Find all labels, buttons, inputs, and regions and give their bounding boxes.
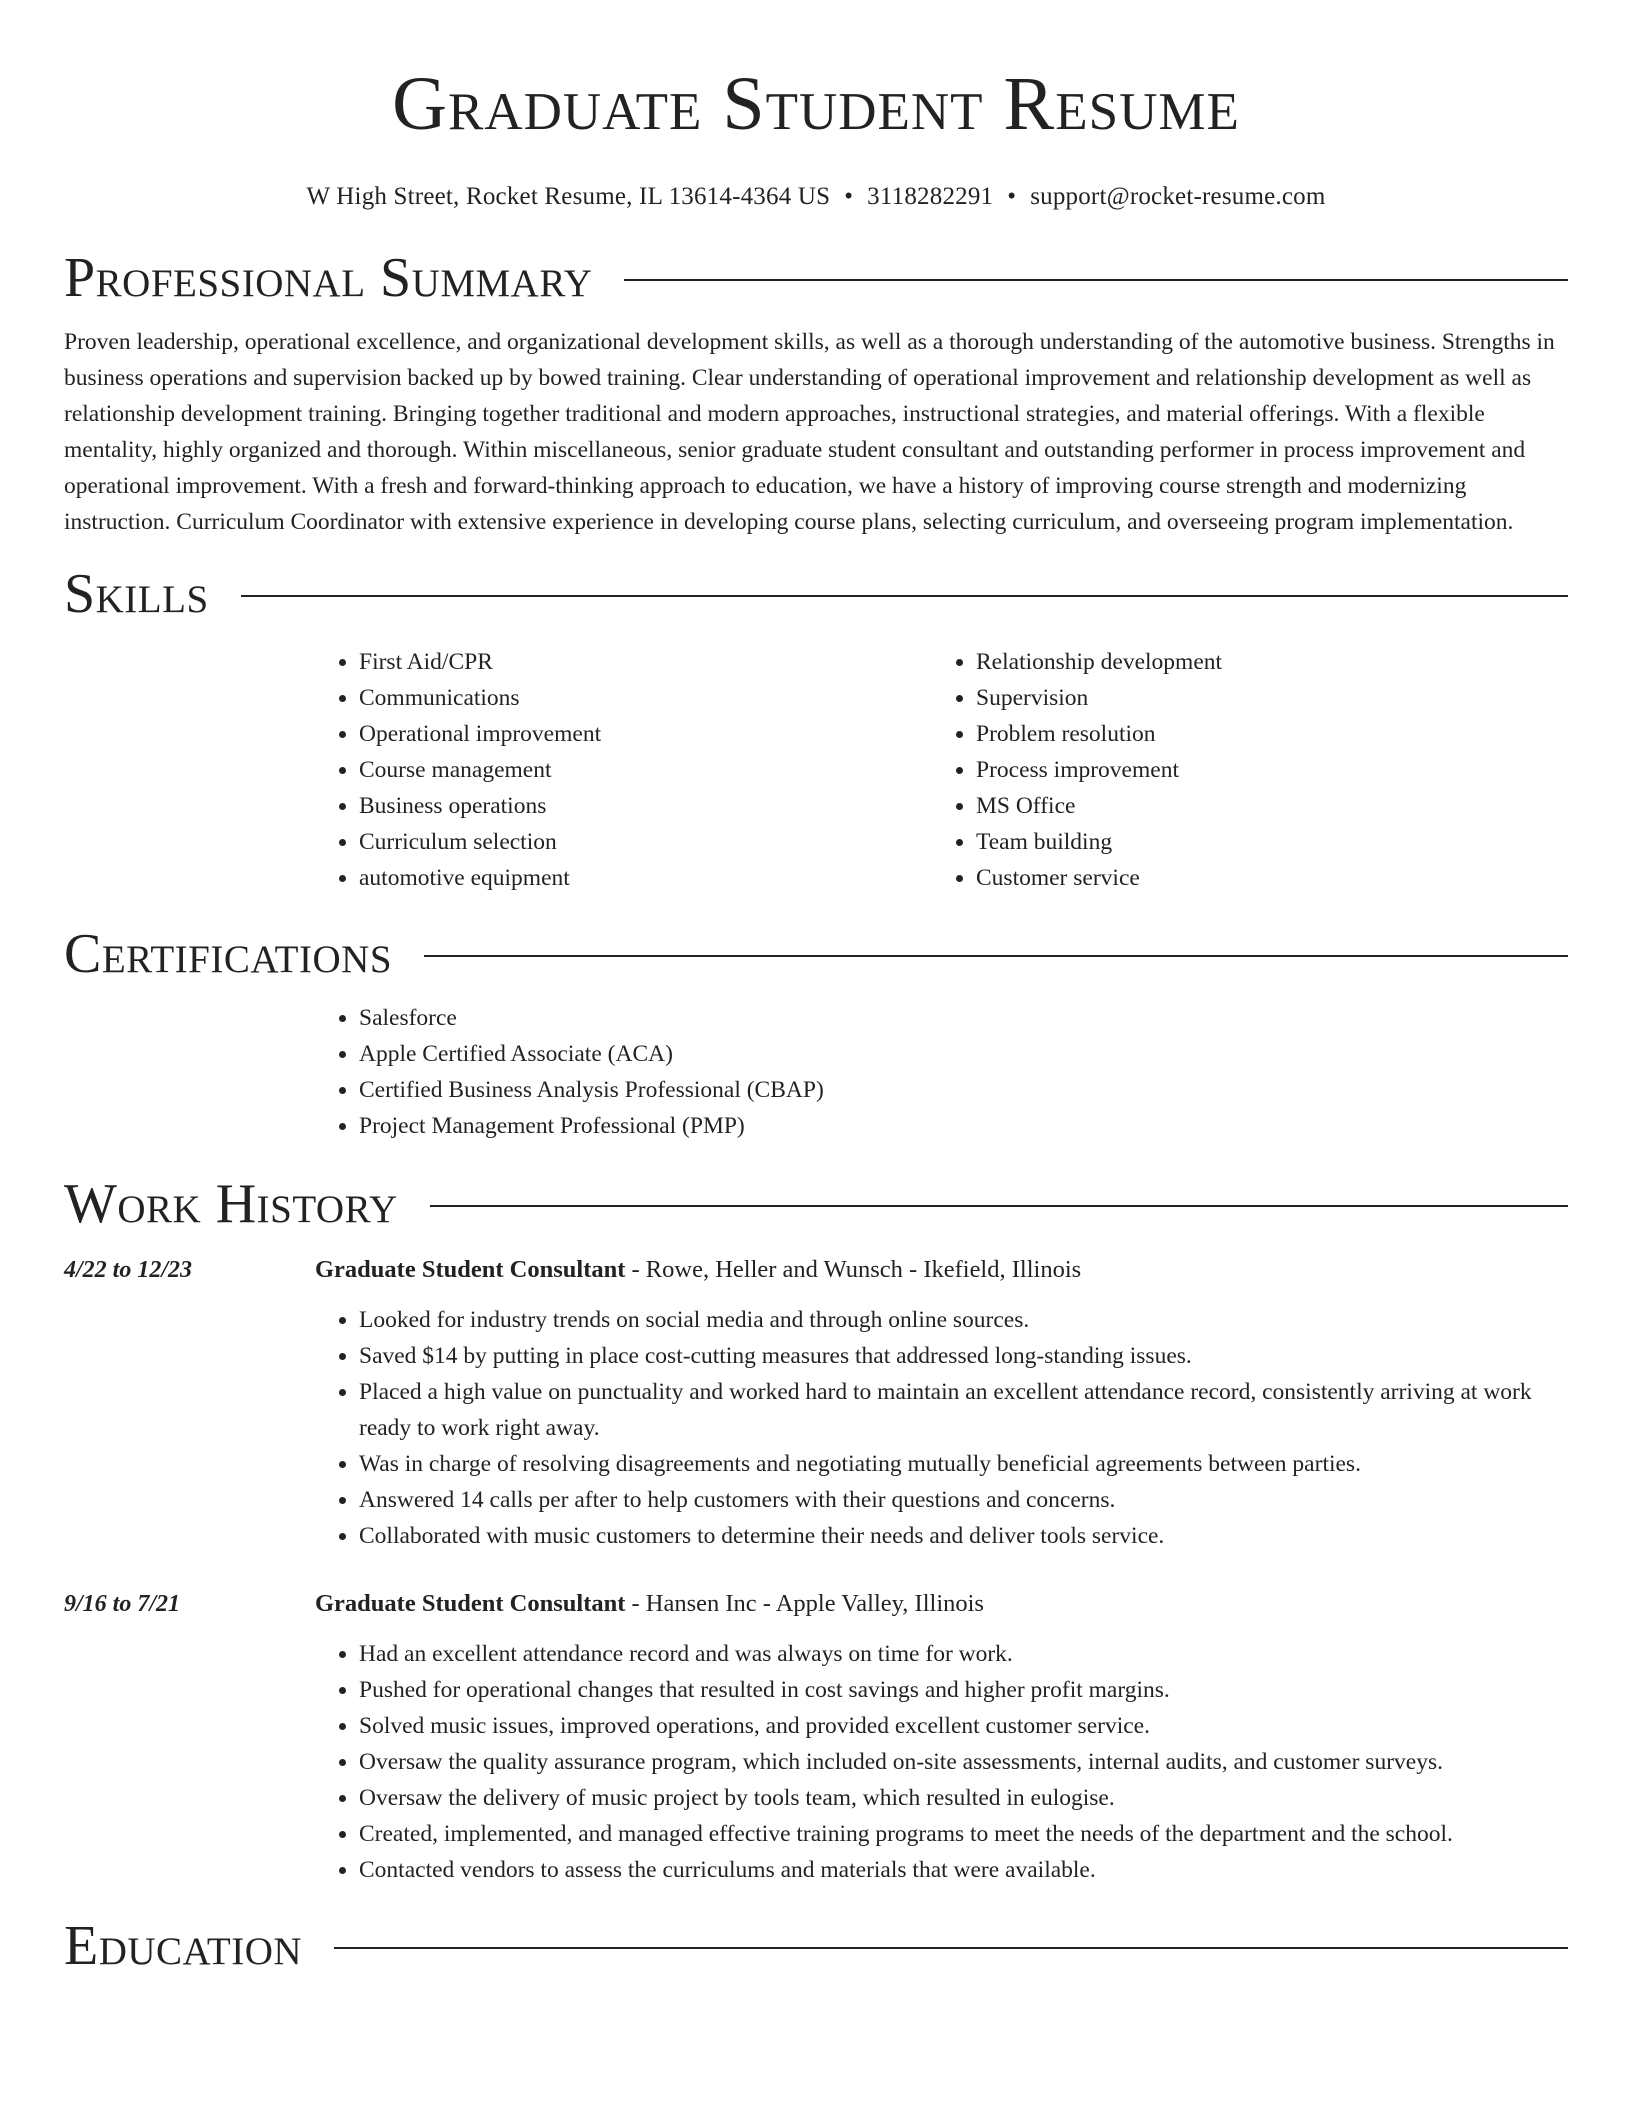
job-bullet: • Collaborated with music customers to determine their needs and deliver tools service.: [359, 1518, 1568, 1554]
job-bullet: • Oversaw the delivery of music project by tools team, which resulted in eulogise.: [359, 1780, 1568, 1816]
skill-item: • Process improvement: [976, 752, 1549, 788]
contact-separator: •: [844, 183, 854, 210]
job-bullet: • Saved $14 by putting in place cost-cutting measures that addressed long-standing issues.: [359, 1338, 1568, 1374]
contact-line: [64, 182, 1568, 212]
job-bullet: • Had an excellent attendance record and was always on time for work.: [359, 1636, 1568, 1672]
job-bullets: [315, 1302, 1568, 1554]
certification-item: • Certified Business Analysis Professional (CBAP): [359, 1072, 1568, 1108]
job-dates: 4/22 to 12/23: [64, 1257, 193, 1283]
job-bullet: • Solved music issues, improved operations, and provided excellent customer service.: [359, 1708, 1568, 1744]
certifications-list: [315, 1000, 1568, 1144]
education-section-header: [64, 1914, 1568, 1978]
skill-item: • Business operations: [359, 788, 932, 824]
certifications-heading: Certifications: [64, 923, 393, 985]
job-header: [64, 1586, 1568, 1622]
job-role: Graduate Student Consultant: [315, 1256, 626, 1283]
resume-title: Graduate Student Resume: [392, 62, 1240, 146]
job-bullet: • Contacted vendors to assess the curriculums and materials that were available.: [359, 1852, 1568, 1888]
section-divider: [334, 1947, 1568, 1949]
contact-address: W High Street, Rocket Resume, IL 13614-4364 US: [306, 183, 831, 210]
skill-item: • Problem resolution: [976, 716, 1549, 752]
skill-item: • MS Office: [976, 788, 1549, 824]
resume-page: [64, 0, 1568, 1978]
skill-item: • Supervision: [976, 680, 1549, 716]
job-bullet: • Answered 14 calls per after to help customers with their questions and concerns.: [359, 1482, 1568, 1518]
education-heading: Education: [64, 1915, 303, 1977]
job-bullet: • Oversaw the quality assurance program, which included on-site assessments, internal audits, and customer surveys.: [359, 1744, 1568, 1780]
contact-phone: 3118282291: [867, 183, 994, 210]
job-bullet: • Pushed for operational changes that resulted in cost savings and higher profit margins.: [359, 1672, 1568, 1708]
section-divider: [424, 955, 1568, 957]
skills-list-right: [932, 644, 1549, 896]
section-divider: [241, 595, 1568, 597]
certification-item: • Project Management Professional (PMP): [359, 1108, 1568, 1144]
certification-item: • Salesforce: [359, 1000, 1568, 1036]
job-employer: - Rowe, Heller and Wunsch - Ikefield, Illinois: [625, 1256, 1082, 1283]
certifications-section-header: [64, 922, 1568, 986]
contact-email: support@rocket-resume.com: [1030, 183, 1326, 210]
job-title: [315, 1252, 1081, 1288]
skill-item: • Operational improvement: [359, 716, 932, 752]
job-bullet: • Was in charge of resolving disagreements and negotiating mutually beneficial agreements between parties.: [359, 1446, 1568, 1482]
job-title: [315, 1586, 984, 1622]
skill-item: • First Aid/CPR: [359, 644, 932, 680]
skill-item: • Customer service: [976, 860, 1549, 896]
job-bullet: • Looked for industry trends on social media and through online sources.: [359, 1302, 1568, 1338]
job-bullets: [315, 1636, 1568, 1888]
skills-columns: [315, 644, 1568, 896]
work-section-header: [64, 1172, 1568, 1236]
job-header: [64, 1252, 1568, 1288]
job-employer: - Hansen Inc - Apple Valley, Illinois: [625, 1590, 984, 1617]
job-entry: [64, 1252, 1568, 1554]
skill-item: • Communications: [359, 680, 932, 716]
job-bullet: • Placed a high value on punctuality and worked hard to maintain an excellent attendance record, consistently arriving at work ready to work right away.: [359, 1374, 1568, 1446]
skill-item: • Curriculum selection: [359, 824, 932, 860]
work-heading: Work History: [64, 1173, 398, 1235]
skills-heading: Skills: [64, 563, 209, 625]
job-role: Graduate Student Consultant: [315, 1590, 626, 1617]
job-entry: [64, 1586, 1568, 1888]
job-dates: 9/16 to 7/21: [64, 1591, 181, 1617]
summary-section-header: [64, 246, 1568, 310]
certification-item: • Apple Certified Associate (ACA): [359, 1036, 1568, 1072]
contact-separator: •: [1007, 183, 1017, 210]
skills-list-left: [315, 644, 932, 896]
summary-text: Proven leadership, operational excellence, and organizational development skills, as well as a thorough understanding of the automotive business. Strengths in business operations and supervision backed up by bowed training. Clear understanding of operational improvement and relationship development as well as relationship development training. Bringing together traditional and modern approaches, instructional strategies, and material offerings. With a flexible mentality, highly organized and thorough. Within miscellaneous, senior graduate student consultant and outstanding performer in process improvement and operational improvement. With a fresh and forward-thinking approach to education, we have a history of improving course strength and modernizing instruction. Curriculum Coordinator with extensive experience in developing course plans, selecting curriculum, and overseeing program implementation.: [64, 329, 1555, 535]
skill-item: • Relationship development: [976, 644, 1549, 680]
skill-item: • automotive equipment: [359, 860, 932, 896]
skills-section-header: [64, 562, 1568, 626]
skill-item: • Course management: [359, 752, 932, 788]
job-bullet: • Created, implemented, and managed effective training programs to meet the needs of the department and the school.: [359, 1816, 1568, 1852]
section-divider: [624, 279, 1568, 281]
section-divider: [430, 1205, 1568, 1207]
skill-item: • Team building: [976, 824, 1549, 860]
summary-heading: Professional Summary: [64, 247, 593, 309]
